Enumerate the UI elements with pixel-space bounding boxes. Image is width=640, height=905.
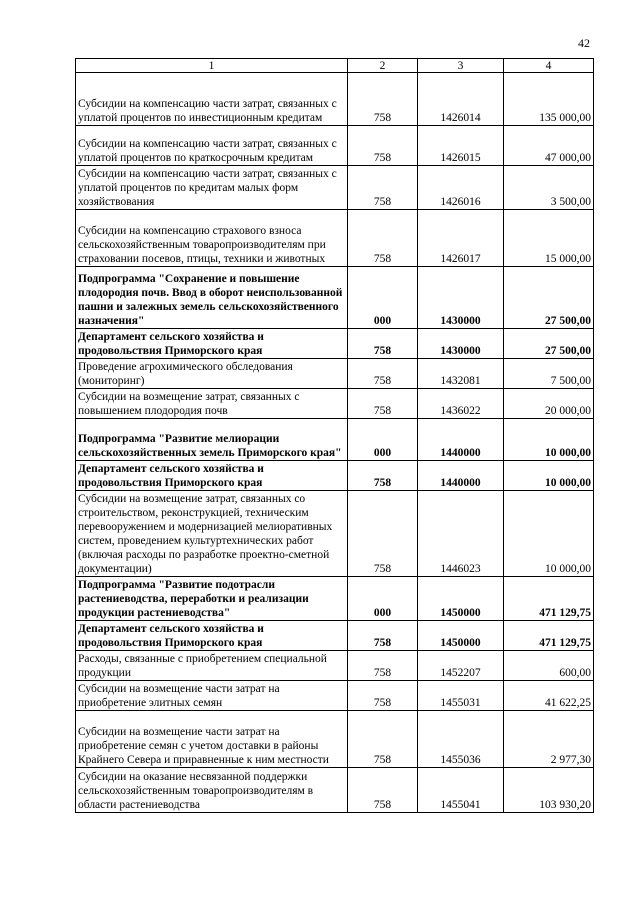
table-row (76, 711, 594, 768)
row-amount: 3 500,00 (504, 166, 594, 210)
row-name: Департамент сельского хозяйства и продовольствия Приморского края (76, 329, 348, 359)
row-name: Подпрограмма "Развитие мелиорации сельскохозяйственных земель Приморского края" (76, 419, 348, 461)
row-code: 758 (348, 461, 418, 491)
row-article: 1450000 (418, 621, 504, 651)
row-amount: 47 000,00 (504, 126, 594, 166)
row-article: 1432081 (418, 359, 504, 389)
row-code: 758 (348, 73, 418, 126)
row-name: Субсидии на компенсацию части затрат, связанных с уплатой процентов по краткосрочным кредитам (76, 126, 348, 166)
row-name: Расходы, связанные с приобретением специальной продукции (76, 651, 348, 681)
table-row (76, 329, 594, 359)
row-amount: 10 000,00 (504, 491, 594, 577)
row-name: Субсидии на компенсацию страхового взноса сельскохозяйственным товаропроизводителям при страховании посевов, птицы, техники и животных (76, 210, 348, 267)
row-amount: 27 500,00 (504, 267, 594, 329)
budget-table (75, 58, 594, 813)
row-article: 1455041 (418, 768, 504, 813)
row-amount: 41 622,25 (504, 681, 594, 711)
header-col-3: 3 (418, 59, 504, 73)
row-name: Субсидии на возмещение части затрат на приобретение семян с учетом доставки в районы Крайнего Севера и приравненные к ним местности (76, 711, 348, 768)
row-article: 1436022 (418, 389, 504, 419)
row-amount: 600,00 (504, 651, 594, 681)
table-row (76, 681, 594, 711)
row-code: 758 (348, 359, 418, 389)
row-name: Субсидии на возмещение части затрат на приобретение элитных семян (76, 681, 348, 711)
row-code: 758 (348, 210, 418, 267)
row-article: 1430000 (418, 267, 504, 329)
row-amount: 103 930,20 (504, 768, 594, 813)
row-amount: 15 000,00 (504, 210, 594, 267)
row-code: 758 (348, 621, 418, 651)
row-amount: 471 129,75 (504, 577, 594, 621)
table-row (76, 267, 594, 329)
row-article: 1426014 (418, 73, 504, 126)
row-name: Субсидии на компенсацию части затрат, связанных с уплатой процентов по инвестиционным кредитам (76, 73, 348, 126)
row-code: 758 (348, 491, 418, 577)
row-article: 1426017 (418, 210, 504, 267)
row-article: 1452207 (418, 651, 504, 681)
row-code: 758 (348, 711, 418, 768)
row-name: Подпрограмма "Сохранение и повышение плодородия почв. Ввод в оборот неиспользованной пашни и залежных земель сельскохозяйственного назначения" (76, 267, 348, 329)
table-row (76, 166, 594, 210)
row-name: Департамент сельского хозяйства и продовольствия Приморского края (76, 461, 348, 491)
row-amount: 471 129,75 (504, 621, 594, 651)
row-amount: 135 000,00 (504, 73, 594, 126)
header-col-1: 1 (76, 59, 348, 73)
header-col-2: 2 (348, 59, 418, 73)
table-row (76, 419, 594, 461)
row-article: 1440000 (418, 461, 504, 491)
table-row (76, 126, 594, 166)
table-header-row (76, 59, 594, 73)
table-row (76, 768, 594, 813)
row-article: 1426015 (418, 126, 504, 166)
row-amount: 10 000,00 (504, 461, 594, 491)
table-row (76, 389, 594, 419)
row-article: 1430000 (418, 329, 504, 359)
row-code: 000 (348, 267, 418, 329)
page-number: 42 (578, 36, 590, 50)
table-row (76, 359, 594, 389)
row-code: 758 (348, 651, 418, 681)
row-code: 758 (348, 768, 418, 813)
row-article: 1455036 (418, 711, 504, 768)
row-name: Субсидии на возмещение затрат, связанных с повышением плодородия почв (76, 389, 348, 419)
row-name: Субсидии на возмещение затрат, связанных со строительством, реконструкцией, техническим перевооружением и модернизацией мелиоративных систем, проведением культуртехнических работ (включая расходы по разработке проектно-сметной документации) (76, 491, 348, 577)
row-article: 1455031 (418, 681, 504, 711)
row-amount: 7 500,00 (504, 359, 594, 389)
table-row (76, 461, 594, 491)
row-amount: 27 500,00 (504, 329, 594, 359)
row-name: Подпрограмма "Развитие подотрасли растениеводства, переработки и реализации продукции растениеводства" (76, 577, 348, 621)
row-code: 758 (348, 166, 418, 210)
row-code: 758 (348, 329, 418, 359)
table-row (76, 210, 594, 267)
row-article: 1440000 (418, 419, 504, 461)
row-amount: 2 977,30 (504, 711, 594, 768)
table-row (76, 577, 594, 621)
row-code: 000 (348, 419, 418, 461)
row-amount: 10 000,00 (504, 419, 594, 461)
table-row (76, 621, 594, 651)
table-row (76, 491, 594, 577)
table-row (76, 73, 594, 126)
row-name: Проведение агрохимического обследования (мониторинг) (76, 359, 348, 389)
row-amount: 20 000,00 (504, 389, 594, 419)
row-code: 758 (348, 126, 418, 166)
row-article: 1426016 (418, 166, 504, 210)
row-article: 1446023 (418, 491, 504, 577)
table-row (76, 651, 594, 681)
row-code: 758 (348, 681, 418, 711)
row-name: Субсидии на оказание несвязанной поддержки сельскохозяйственным товаропроизводителям в области растениеводства (76, 768, 348, 813)
row-article: 1450000 (418, 577, 504, 621)
row-name: Департамент сельского хозяйства и продовольствия Приморского края (76, 621, 348, 651)
row-code: 000 (348, 577, 418, 621)
row-name: Субсидии на компенсацию части затрат, связанных с уплатой процентов по кредитам малых форм хозяйствования (76, 166, 348, 210)
row-code: 758 (348, 389, 418, 419)
header-col-4: 4 (504, 59, 594, 73)
